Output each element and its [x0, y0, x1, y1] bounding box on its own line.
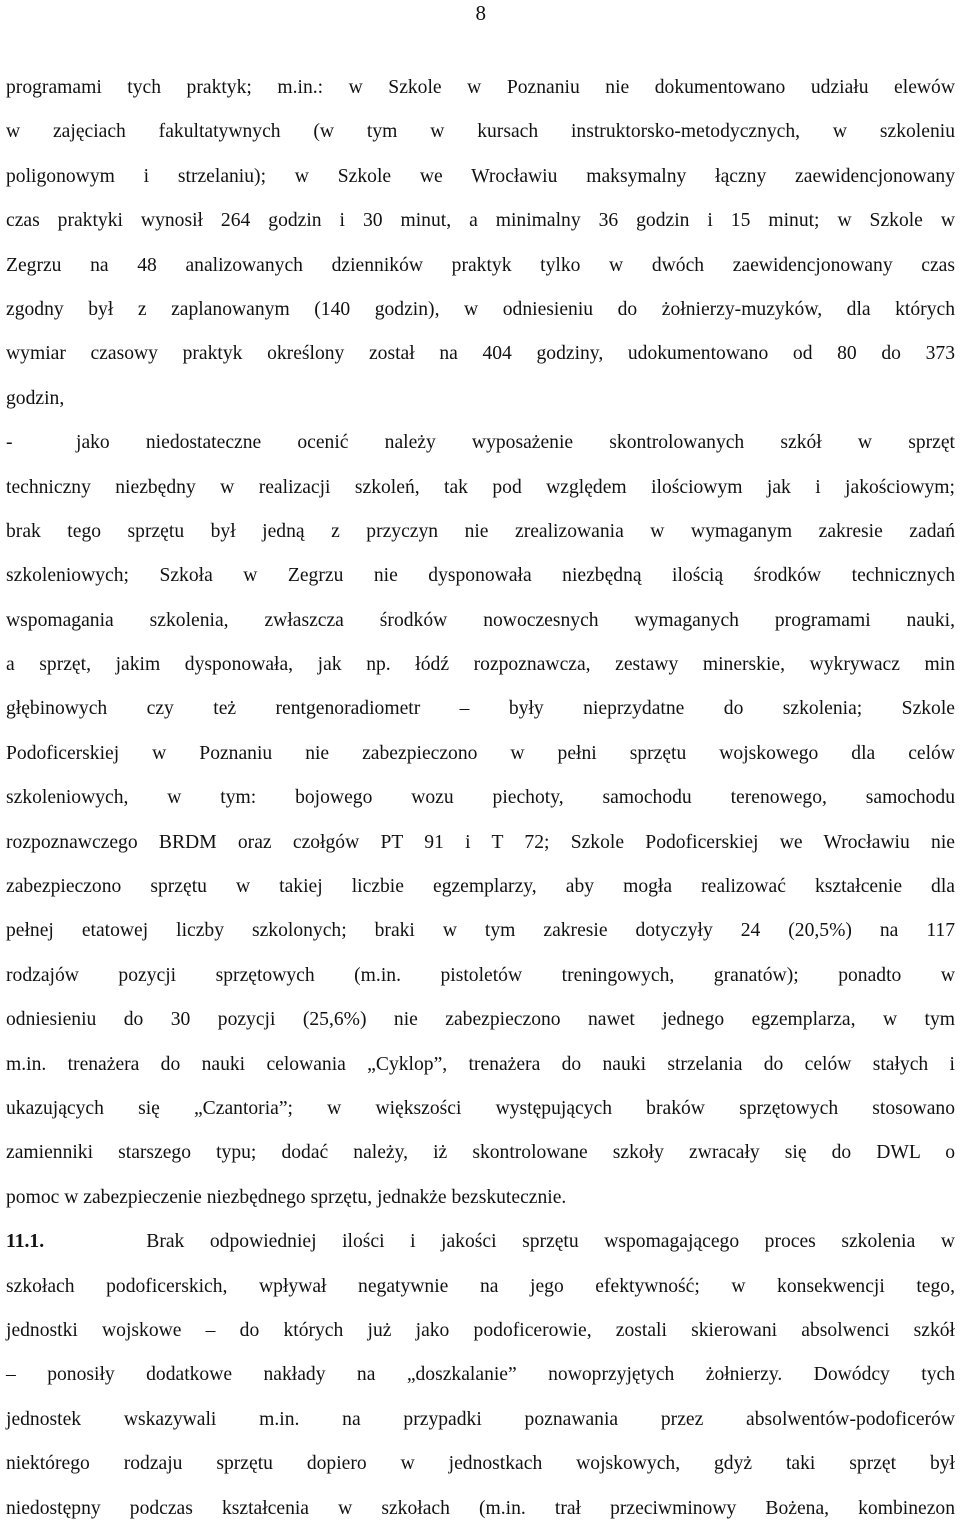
text-line: czas praktyki wynosił 264 godzin i 30 minut, a minimalny 36 godzin i 15 minut; w Szkole w [6, 210, 955, 232]
page-number: 8 [475, 1, 486, 25]
text-line: brak tego sprzętu był jedną z przyczyn nie zrealizowania w wymaganym zakresie zadań [6, 520, 955, 542]
text-line: Zegrzu na 48 analizowanych dzienników praktyk tylko w dwóch zaewidencjonowany czas [6, 254, 955, 276]
text-line: techniczny niezbędny w realizacji szkoleń, tak pod względem ilościowym jak i jakościowym; [6, 476, 955, 498]
text-line: zabezpieczono sprzętu w takiej liczbie egzemplarzy, aby mogła realizować kształcenie dla [6, 876, 955, 898]
text-line: poligonowym i strzelaniu); w Szkole we Wrocławiu maksymalny łączny zaewidencjonowany [6, 165, 955, 187]
dash-first-line [6, 421, 955, 465]
text-line: jednostek wskazywali m.in. na przypadki poznawania przez absolwentów-podoficerów [6, 1408, 955, 1430]
section-number: 11.1. [6, 1231, 45, 1253]
section-11-1 [6, 1220, 955, 1531]
text-line: m.in. trenażera do nauki celowania „Cyklop”, trenażera do nauki strzelania do celów stałych i [6, 1053, 955, 1075]
text-line: szkoleniowych, w tym: bojowego wozu piechoty, samochodu terenowego, samochodu [6, 787, 955, 809]
text-line: programami tych praktyk; m.in.: w Szkole w Poznaniu nie dokumentowano udziału elewów [6, 77, 955, 98]
list-dash: - [6, 432, 13, 454]
document-body [6, 66, 955, 1531]
text-line: zamienniki starszego typu; dodać należy, iż skontrolowane szkoły zwracały się do DWL o [6, 1142, 955, 1164]
text-line: wymiar czasowy praktyk określony został na 404 godziny, udokumentowano od 80 do 373 [6, 343, 955, 365]
text-line: pełnej etatowej liczby szkolonych; braki w tym zakresie dotyczyły 24 (20,5%) na 117 [6, 920, 955, 942]
text-line: zgodny był z zaplanowanym (140 godzin), w odniesieniu do żołnierzy-muzyków, dla których [6, 298, 955, 320]
paragraph-training-practice [6, 66, 955, 421]
text-line: szkoleniowych; Szkoła w Zegrzu nie dysponowała niezbędną ilością środków technicznych [6, 565, 955, 587]
text-line: szkołach podoficerskich, wpływał negatywnie na jego efektywność; w konsekwencji tego, [6, 1275, 955, 1297]
text-line: głębinowych czy też rentgenoradiometr – były nieprzydatne do szkolenia; Szkole [6, 698, 955, 720]
text-line: a sprzęt, jakim dysponowała, jak np. łódź rozpoznawcza, zestawy minerskie, wykrywacz min [6, 654, 955, 676]
text-line: Podoficerskiej w Poznaniu nie zabezpieczono w pełni sprzętu wojskowego dla celów [6, 742, 955, 764]
paragraph-equipment [6, 421, 955, 1220]
text-line: ukazujących się „Czantoria”; w większości występujących braków sprzętowych stosowano [6, 1097, 955, 1119]
text-line: rodzajów pozycji sprzętowych (m.in. pistoletów treningowych, granatów); ponadto w [6, 964, 955, 986]
text-line: pomoc w zabezpieczenie niezbędnego sprzętu, jednakże bezskutecznie. [6, 1186, 567, 1208]
text-segment: jako niedostateczne ocenić należy wyposażenie skontrolowanych szkół w sprzęt [76, 432, 955, 454]
text-line: wspomagania szkolenia, zwłaszcza środków nowoczesnych wymaganych programami nauki, [6, 609, 955, 631]
text-line: w zajęciach fakultatywnych (w tym w kursach instruktorsko-metodycznych, w szkoleniu [6, 121, 955, 143]
text-line: jednostki wojskowe – do których już jako podoficerowie, zostali skierowani absolwenci szkół [6, 1319, 955, 1341]
section-first-line [6, 1220, 955, 1264]
text-line: niektórego rodzaju sprzętu dopiero w jednostkach wojskowych, gdyż taki sprzęt był [6, 1453, 955, 1475]
text-line: godzin, [6, 387, 65, 409]
text-line: niedostępny podczas kształcenia w szkołach (m.in. trał przeciwminowy Bożena, kombinezon [6, 1497, 955, 1519]
text-segment: Brak odpowiedniej ilości i jakości sprzętu wspomagającego proces szkolenia w [146, 1231, 956, 1253]
text-line: odniesieniu do 30 pozycji (25,6%) nie zabezpieczono nawet jednego egzemplarza, w tym [6, 1009, 955, 1031]
text-line: rozpoznawczego BRDM oraz czołgów PT 91 i T 72; Szkole Podoficerskiej we Wrocławiu nie [6, 831, 955, 853]
text-line: – ponosiły dodatkowe nakłady na „doszkalanie” nowoprzyjętych żołnierzy. Dowódcy tych [6, 1364, 955, 1386]
